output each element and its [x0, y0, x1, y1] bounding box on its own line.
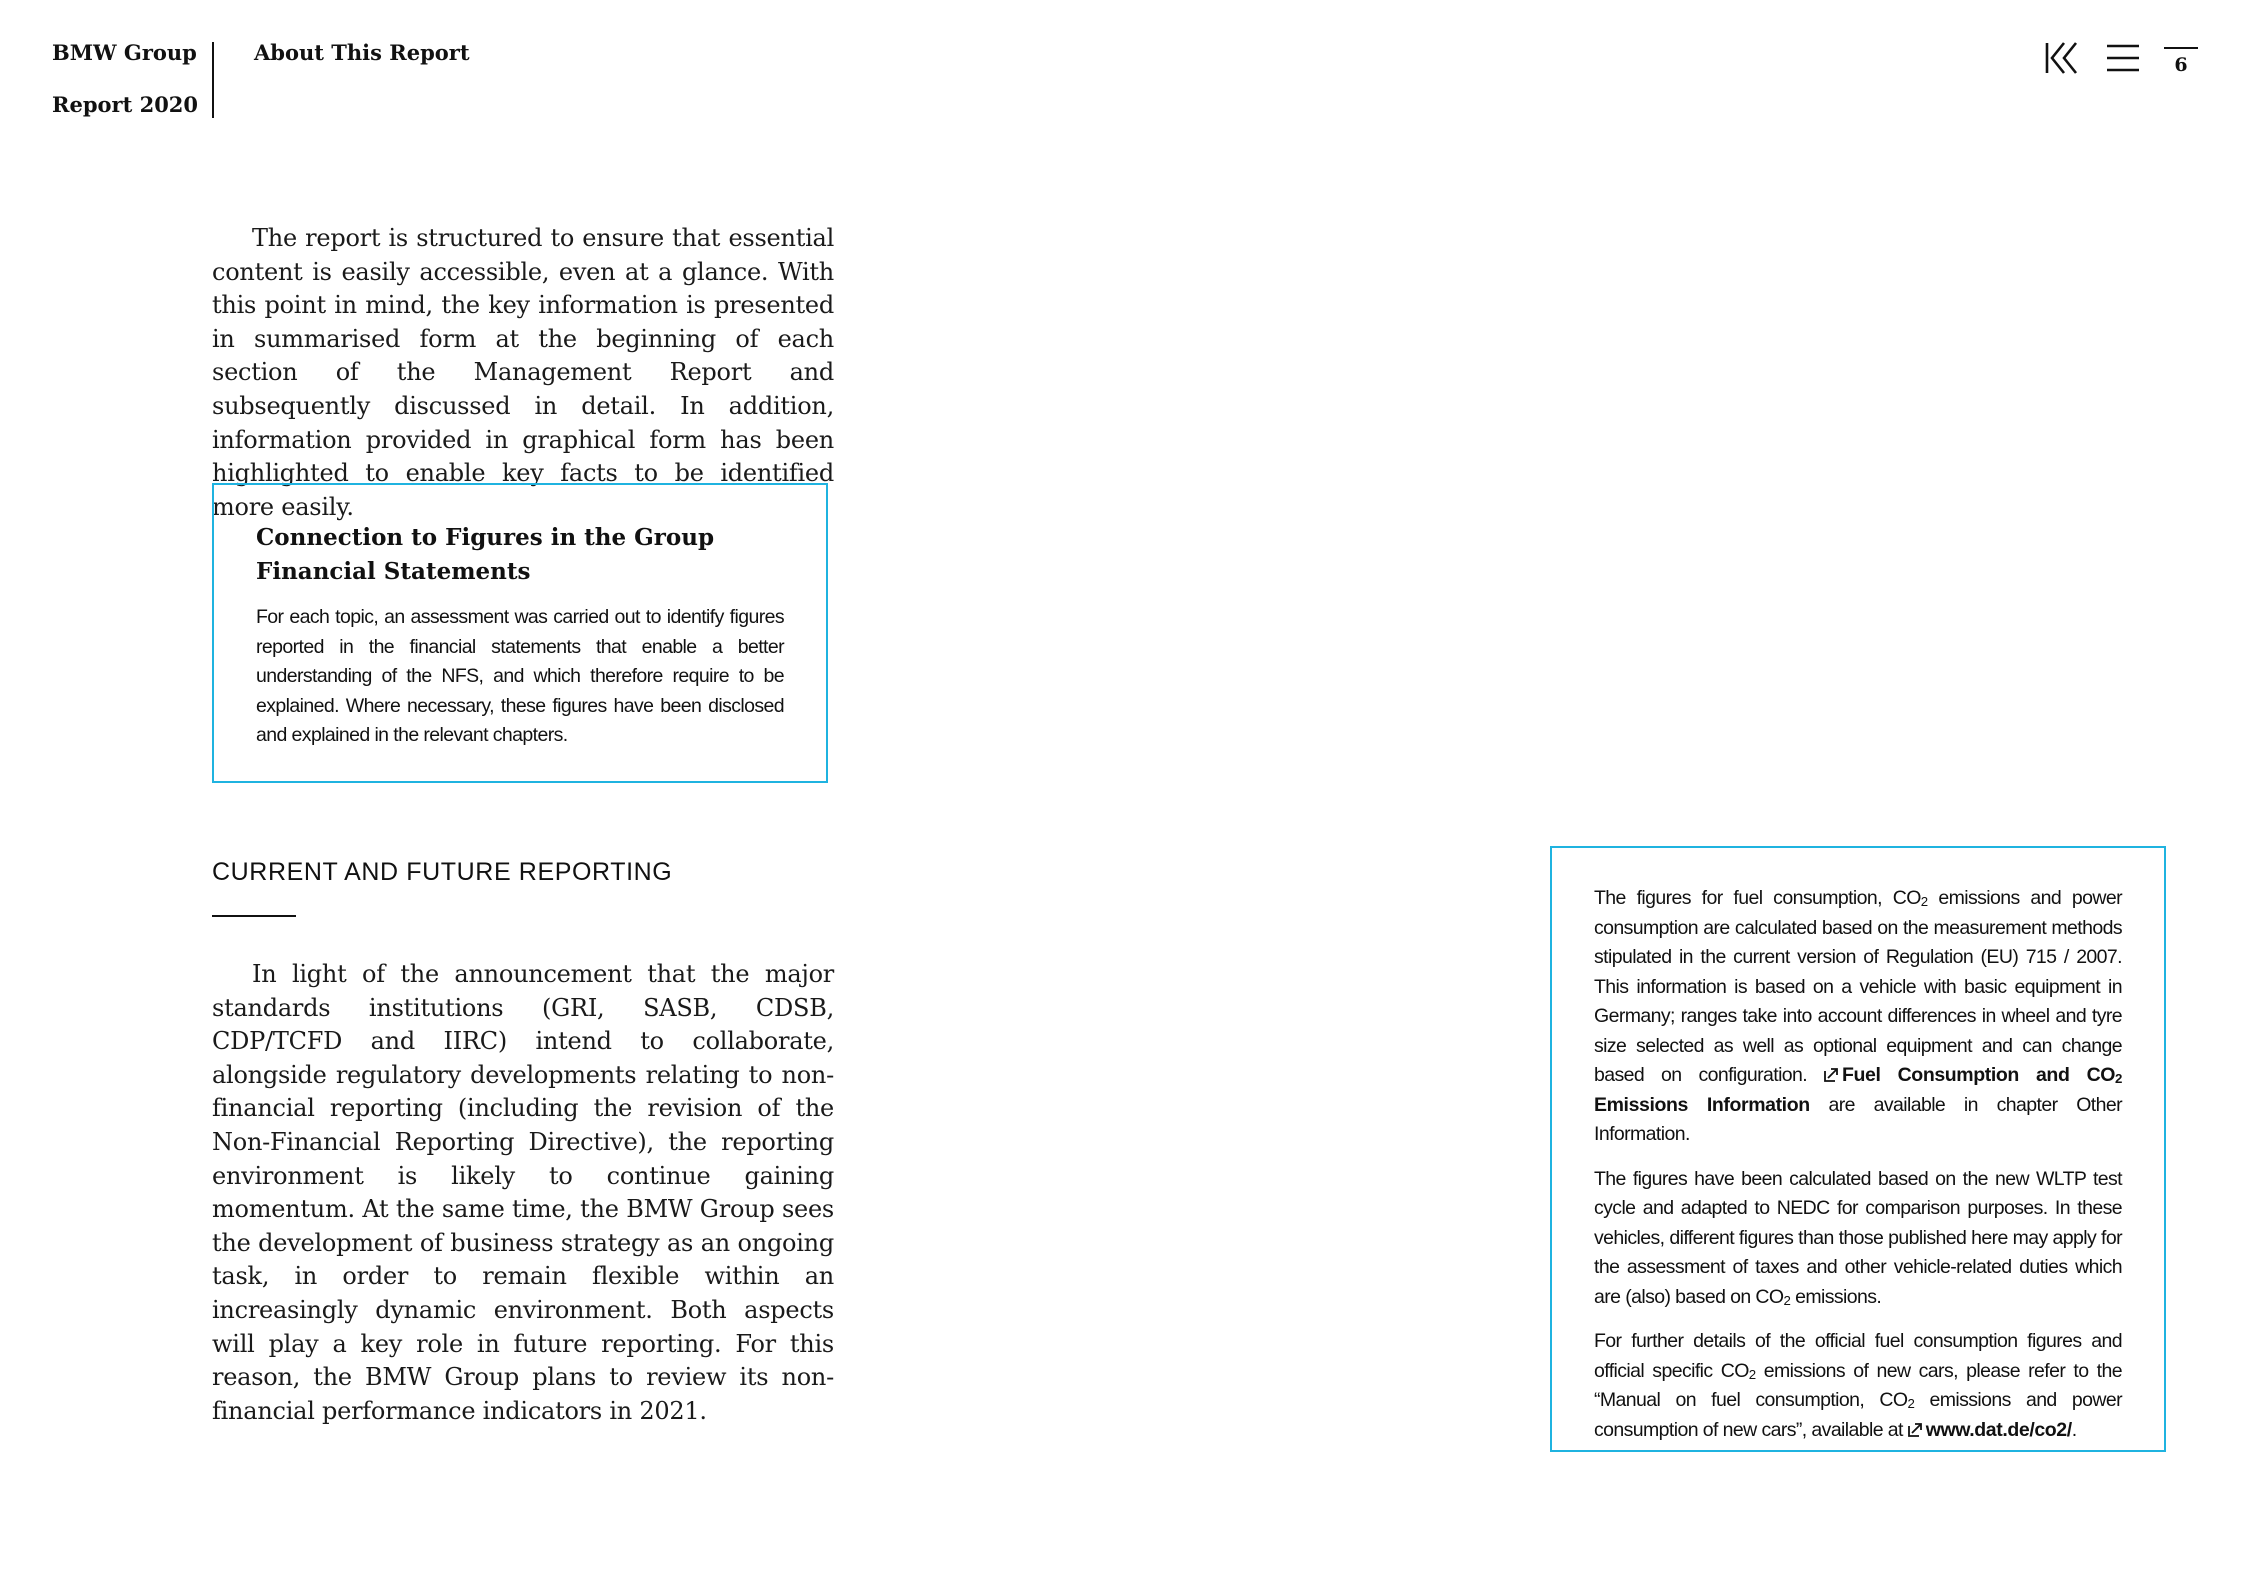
menu-icon[interactable] — [2106, 40, 2140, 76]
current-reporting-paragraph: In light of the announcement that the major standards institutions (GRI, SASB, CDSB, CDP/TCFD and IIRC) intend to collaborate, alongside regulatory developments relating to non-financial reporting (including the revision of the Non-Financial Reporting Directive), the reporting environment is likely to continue gaining momentum. At the same time, the BMW Group sees the development of business strategy as an ongoing task, in order to remain flexible within an increasingly dynamic environment. Both aspects will play a key role in future reporting. For this reason, the BMW Group plans to review its non-financial performance indicators in 2021. — [212, 960, 834, 1425]
page-number-icon — [2164, 47, 2198, 49]
text-span: The figures for fuel consumption, CO — [1594, 887, 1921, 909]
text-span: emissions and power consumption of new cars”, available at — [1594, 1389, 2122, 1441]
section-title[interactable]: About This Report — [254, 40, 470, 65]
company-name: BMW Group — [52, 40, 197, 65]
wltp-paragraph — [1594, 1165, 2122, 1313]
subscript: 2 — [1748, 1366, 1756, 1382]
further-details-paragraph — [1594, 1327, 2122, 1445]
heading-rule — [212, 915, 296, 917]
report-year: Report 2020 — [52, 92, 199, 117]
connection-box-text: For each topic, an assessment was carried out to identify figures reported in the financial statements that enable a better understanding of the NFS, and which therefore require to be explained. Where necessary, these figures have been disclosed and explained in the relevant chapters. — [256, 606, 784, 746]
header-divider — [212, 42, 214, 118]
external-link-icon — [1824, 1067, 1839, 1082]
intro-paragraph: The report is structured to ensure that essential content is easily accessible, even at a glance. With this point in mind, the key information is presented in summarised form at the beginning of each section of the Management Report and subsequently discussed in detail. In addition, information provided in graphical form has been highlighted to enable key facts to be identified more easily. — [212, 224, 834, 521]
text-span: The figures have been calculated based on the new WLTP test cycle and adapted to NEDC for comparison purposes. In these vehicles, different figures than those published here may apply for the assessment of taxes and other vehicle-related duties which are (also) based on CO — [1594, 1167, 2122, 1308]
link-text: Emissions Information — [1594, 1093, 1810, 1116]
fuel-consumption-info-box — [1550, 846, 2166, 1452]
subscript: 2 — [2115, 1070, 2122, 1086]
text-span: For further details of the official fuel consumption figures and official specific CO — [1594, 1330, 2122, 1382]
external-link-icon — [1908, 1422, 1923, 1437]
subscript: 2 — [1920, 893, 1928, 909]
text-span: are available in chapter Other Information. — [1594, 1093, 2123, 1145]
text-span: emissions and power consumption are calculated based on the measurement methods stipulated in the current version of Regulation (EU) 715 / 2007. This information is based on a vehicle with basic equipment in Germany; ranges take into account differences in wheel and tyre size selected as well as optional equipment and can change based on configuration. — [1594, 887, 2123, 1086]
first-page-icon[interactable] — [2044, 40, 2080, 76]
fuel-figures-paragraph — [1594, 884, 2122, 1150]
connection-box-title: Connection to Figures in the Group Financial Statements — [256, 524, 715, 585]
link-text: Fuel Consumption and CO — [1842, 1064, 2116, 1086]
subscript: 2 — [1907, 1395, 1915, 1411]
text-span: emissions. — [1790, 1285, 1882, 1308]
subscript: 2 — [1783, 1292, 1791, 1308]
text-span: . — [2071, 1418, 2077, 1441]
connection-info-box — [212, 483, 828, 783]
dat-website-link[interactable] — [1908, 1419, 2072, 1441]
text-span: emissions of new cars, please refer to the “Manual on fuel consumption, CO — [1594, 1359, 2122, 1411]
link-text: www.dat.de/co2/ — [1925, 1418, 2072, 1441]
current-reporting-heading: CURRENT AND FUTURE REPORTING — [212, 858, 673, 886]
page-number[interactable]: 6 — [2174, 54, 2188, 76]
